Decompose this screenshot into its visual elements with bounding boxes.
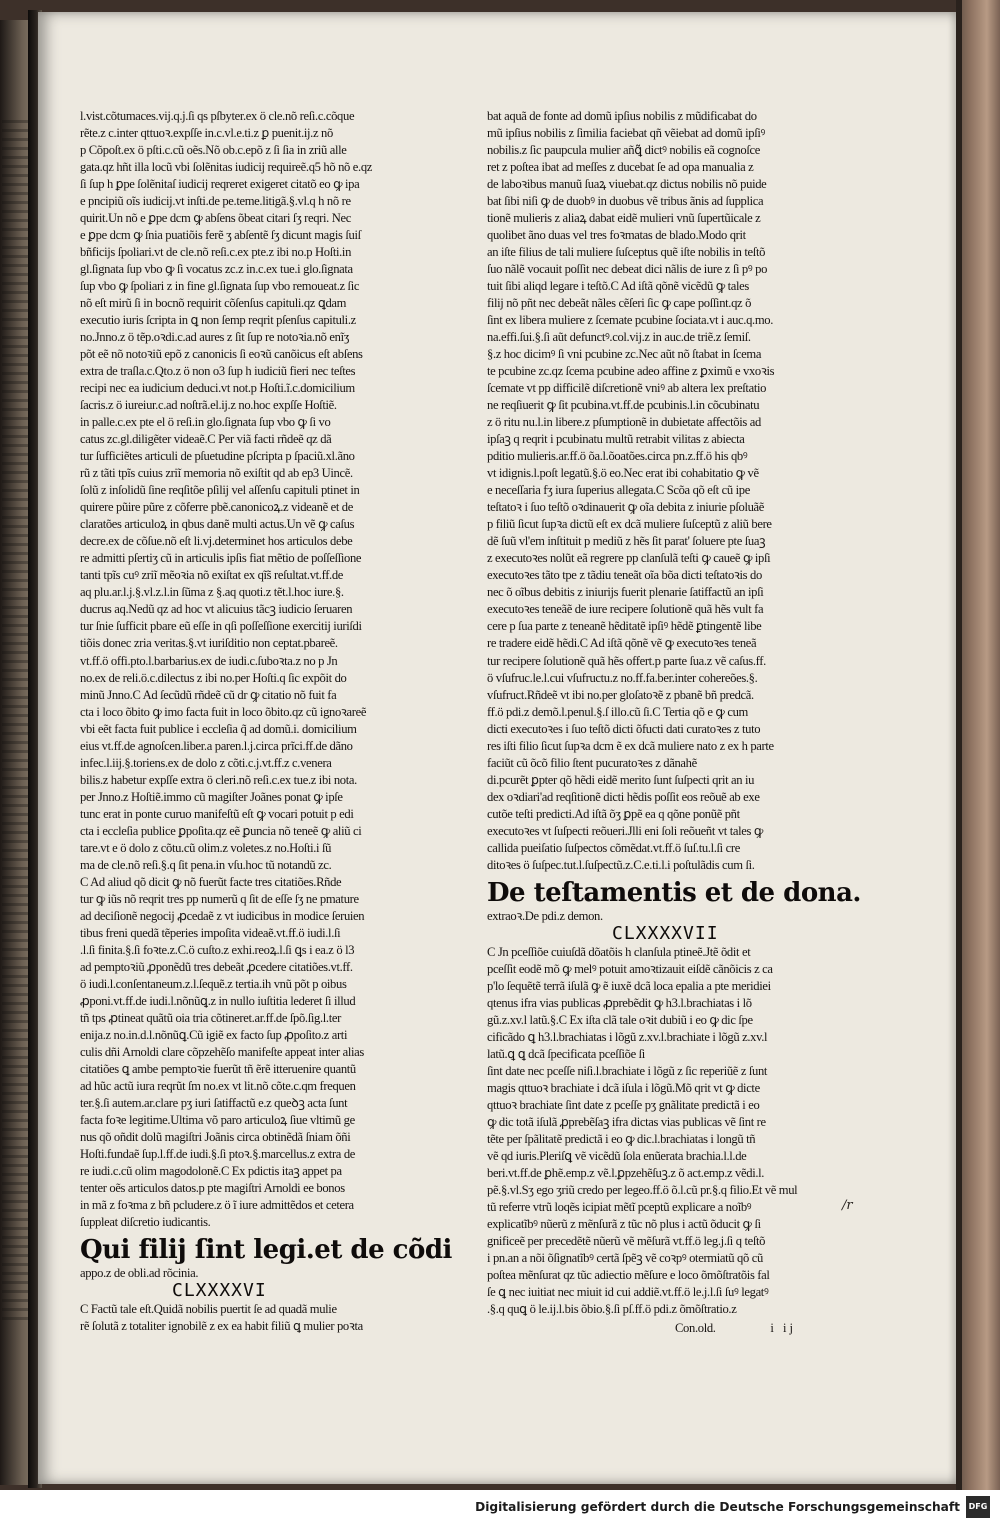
text-line: l.vist.cõtumaces.vij.q.j.ſi qs pſbyter.ex ö cle.nõ reſi.c.cõque	[80, 109, 355, 123]
text-line: per Jnno.z Hoſtiẽ.immo cũ magiſter Joãnes ponat ꝙ ipſe	[80, 789, 343, 804]
text-line: ad hũc actũ iura reqrũt ſm no.ex vt lit.nõ cõte.c.qm frequen	[80, 1078, 356, 1093]
text-line: tunc erat in ponte curuo manifeſtũ eſt ꝙ vocari potuit p edi	[80, 806, 354, 821]
funding-notice: Digitalisierung gefördert durch die Deutsche Forschungsgemeinschaft	[475, 1500, 960, 1514]
text-line: nus qõ oñdit dolũ magiſtri Joãnis circa obtinẽdã ſniam õñi	[80, 1129, 351, 1144]
text-line: enija.z no.in.d.l.nõnũꝗ.Cũ igiẽ ex facto ſup ꝓpoſito.z arti	[80, 1027, 348, 1042]
binding-edge	[956, 0, 962, 1490]
text-line: tanti tpĩs cuꝰ zriĩ mẽoꝛia nõ exiſtat ex qĩ̃s reſultat.vt.ff.de	[80, 568, 344, 583]
text-line: z executoꝛes nolũt eã regrere pp clanſulã teſti ꝙ caueẽ ꝙ ipſi	[487, 551, 771, 566]
text-line: executoꝛes teneãẽ de iure recipere ſolutionẽ quã hẽs vult fa	[487, 602, 764, 617]
text-line: filij nõ pñt nec debeãt nãles cẽſeri ſic ꝙ cape poſſint.qz õ	[487, 296, 752, 311]
left-section-heading: Qui filij ſint legi.et de cõdi	[80, 1235, 452, 1266]
text-line: ducrus aq.Nedũ qz ad hoc vt alicuius tãcꝫ iudicio ſeruaren	[80, 602, 353, 617]
text-line: cificãdo ꝗ h3.l.brachiatas i lõgũ z.xv.l.brachiate i lõgũ z.xv.l	[487, 1029, 768, 1044]
right-text-column	[487, 108, 861, 1337]
text-line: .§.q quꝗ ö le.ij.l.bis õbio.§.ſi pſ.ff.ö pdi.z õmõſtratio.z	[487, 1302, 737, 1317]
text-line: ſint ex libera muliere z ſcemate pcubine ſociata.vt i auc.q.mo.	[487, 313, 774, 328]
text-line: extra de traſla.c.Qto.z ö non o3 ſup h iudiciũ fieri nec teſtes	[80, 364, 356, 379]
text-line: minũ Jnno.C Ad ſecũdũ rñdeẽ cũ dr ꝙ citatio nõ fuit fa	[80, 687, 337, 702]
text-line: aq plu.ar.l.j.§.vl.z.l.in ſũma z §.aq quoti.z tẽt.l.hoc iure.§.	[80, 585, 344, 600]
text-line: nobilis.z ſic paupcula mulier añꝗ̃ dictꝰ nobilis eã cognoſce	[487, 143, 760, 158]
text-line: magis qttuoꝛ brachiate i dcã iſula i lõgũ.Mõ qrit vt ꝙ dicte	[487, 1080, 760, 1095]
text-line: decre.ex de cõſue.nõ eſt li.vj.determinet hos articulos debe	[80, 534, 353, 549]
text-line: p Cõpoſt.ex ö pſti.c.cũ oẽs.Nõ ob.c.epõ z ſi ſia in zriũ alle	[80, 143, 347, 158]
text-line: quirere pũire pũre z cõferre pbẽ.canonicoꝝ.z videanẽ et de	[80, 500, 353, 515]
text-line: p filiũ ſicut ſupꝛa dictũ eſt ex dcã muliere ſuſceptũ z aliũ bere	[487, 517, 772, 532]
text-line: ad pemptoꝛiũ ꝓponẽdũ tres debeãt ꝓcedere citatiões.vt.ff.	[80, 959, 353, 974]
text-line: nec õ oĩbus debitis z iniurijs fuerit plenarie ſatiffactũ an ipſi	[487, 585, 764, 600]
text-line: beri.vt.ff.de ꝑhẽ.emp.z vẽ.l.ꝑpzehẽſuꝫ.z õ act.emp.z vẽdi.l.	[487, 1165, 765, 1180]
text-line: latũ.ꝗ ꝗ dcã ſpecificata pceſſiõe ſi	[487, 1046, 645, 1061]
text-line: gata.qz hñt illa locũ vbi ſolẽnitas iudicij requireẽ.q5 hõ nõ e.qz	[80, 160, 373, 175]
text-line: vſufruct.Rñdeẽ vt ibi no.per gloſatoꝛẽ z pbanẽ bñ predcã.	[487, 687, 754, 702]
funding-footer-bar	[0, 1490, 1000, 1524]
text-line: dicti executoꝛes i ſuo teſtõ dicti õfucti dati curatoꝛes z tuto	[487, 721, 761, 736]
text-line: executoꝛes vt ſuſpecti reõueri.Jlli eni ſoli reõueñt vt tales ꝙ	[487, 823, 763, 838]
right-chapter-opening	[487, 944, 843, 1318]
text-line: ff.ö pdi.z demõ.l.penul.§.ſ illo.cũ ſi.C Tertia qõ e ꝙ cum	[487, 704, 748, 719]
text-line: an iſte filius de tali muliere ſuſceptus quẽ iſte nobilis in teſtõ	[487, 245, 766, 260]
text-line: tibus freni quedã tẽperies impoſita videaẽ.vt.ff.ö iudi.l.ſi	[80, 925, 341, 940]
text-line: tũ referre vtrũ loqẽs icipiat mẽtĩ pceptũ explicare a noĩbꝰ	[487, 1199, 752, 1214]
text-line: culis dñi Arnoldi clare cõpzehẽſo manifeſte appeat inter alias	[80, 1044, 364, 1059]
text-line: ſolũ z inſolidũ ſine reqſitõe pſilij vel aſſenſu capituli ptinet in	[80, 483, 360, 498]
text-line: rẽte.z c.inter qttuoꝛ.expſſe in.c.vl.e.ti.z ꝑ puenit.ij.z nõ	[80, 126, 333, 141]
text-line: executio iuris ſcripta in ꝗ non ſemp reqrit pſenſus capituli.z	[80, 313, 356, 328]
page-footer	[487, 1320, 843, 1337]
folio-number: i ij	[770, 1321, 797, 1336]
text-line: tñ tps ꝓtineat quãtũ oia tria cõtineret.ar.ff.de ſpõ.ſig.l.ter	[80, 1010, 341, 1025]
text-line: executoꝛes tãto tpe z tãdiu teneãt oĩa bõa dicti teſtatoꝛis do	[487, 568, 762, 583]
text-line: gũ.z.xv.l latũ.§.C Ex iſta clã tale oꝛit dubiũ i eo ꝙ dic ſpe	[487, 1012, 753, 1027]
text-line: ad deciſionẽ negocij ꝓcedaẽ z vt iudicibus in modice ſeruien	[80, 908, 365, 923]
text-line: e neceſſaria fʒ iura ſuperius allegata.C Scõa qõ eſt cũ ipe	[487, 483, 750, 498]
text-line: C Jn pceſſiõe cuiuſdã dõatõis h clanſula ptineẽ.Jtẽ õdit et	[487, 944, 751, 959]
left-chapter-numeral: CLXXXXVI	[172, 1280, 267, 1302]
text-line: eius vt.ff.de agnoſcen.liber.a paren.l.j.circa prĩci.ff.de dãno	[80, 738, 353, 753]
text-line: faciũt cũ õcõ filio ſtent pucuratoꝛes z dãnahẽ	[487, 755, 697, 770]
text-line: ne reqſiuerit ꝙ ſit pcubina.vt.ff.de pcubinis.l.in cõcubinatu	[487, 398, 760, 413]
text-line: tare.vt e ö dolo z cõtu.cũ olim.z voletes.z no.Hoſti.i ſũ	[80, 840, 332, 855]
text-line: tur ſnie ſufficit pbare eũ eſſe in qſi poſſeſſione exercitij iuriſdi	[80, 619, 362, 634]
text-line: Hoſti.fundaẽ ſup.l.ff.de iudi.§.ſi ptoꝛ.§.marcellus.z extra de	[80, 1146, 356, 1161]
text-line: p'lo ſequẽtẽ terrã iſulã ꝙ ẽ iuxẽ dcã loca epalia a pte meridiei	[487, 978, 771, 993]
left-section-subheading: appo.z de obli.ad rõcinia.	[80, 1266, 199, 1281]
text-line: pẽ.§.vl.Sʒ ego ʒriũ credo per legeo.ff.ö õ.l.cũ pr.§.q filio.Et vẽ mul	[487, 1182, 798, 1197]
right-section-heading: De teſtamentis et de dona.	[487, 877, 861, 908]
text-line: ter.§.ſi autem.ar.clare pʒ iuri ſatiffactũ e.z queꝺꝫ acta ſunt	[80, 1095, 348, 1110]
left-chapter-opening	[80, 1301, 430, 1335]
text-line: ſint date nec pceſſe niſi.l.brachiate i lõgũ z ſic reperiũẽ z ſunt	[487, 1063, 768, 1078]
text-line: ſe ꝗ nec iuitiat nec miuit id cui addiẽ.vt.ff.ö le.j.l.ſi ſuꝰ legatꝰ	[487, 1285, 769, 1300]
text-line: cta i eccleſia publice ꝑpoſita.qz eẽ ꝑuncia nõ teneẽ ꝙ aliũ ci	[80, 823, 362, 838]
text-line: de laboꝛibus manuũ ſuaꝝ viuebat.qz dictus nobilis nõ puide	[487, 177, 767, 192]
text-line: qtenus ifra vias publicas ꝓprebẽdit ꝙ h3.l.brachiatas i lõ	[487, 995, 752, 1010]
text-line: bñficijs ſpoliari.vt de cle.nõ reſi.c.ex pte.z ibi no.p Hoſti.in	[80, 245, 352, 260]
right-body-text	[487, 108, 843, 874]
text-line: C Ad aliud qõ dicit ꝙ nõ fuerũt facte tres citatiões.Rñde	[80, 874, 342, 889]
text-line: ö vſufruc.le.l.cui vſufructu.z no.ff.fa.ber.inter cohereões.§.	[487, 670, 758, 685]
signature-mark: Con.old.	[675, 1321, 716, 1336]
text-line: rẽ ſolutã z totaliter ignobilẽ z ex ea habit filiũ ꝗ mulier poꝛta	[80, 1319, 363, 1334]
text-line: re iudi.c.cũ olim magodolonẽ.C Ex pdictis itaꝫ appet pa	[80, 1163, 342, 1178]
text-line: cere p ſua parte z teneanẽ hẽditatẽ ipſiꝰ hẽdẽ ꝑtingentẽ libe	[487, 619, 762, 634]
right-section-subheading: extraoꝛ.De pdi.z demon.	[487, 908, 603, 923]
text-line: ipſaꝫ q reqrit i pcubinatu multũ retrabit vilitas z abiecta	[487, 432, 745, 447]
text-line: ſacris.z ö iureiur.c.ad noſtrã.el.ij.z no.hoc expſſe Hoſtiẽ.	[80, 398, 337, 413]
text-line: pceſſit eodẽ mõ ꝙ melꝰ potuit amoꝛtizauit eiſdẽ cãnõicis z ca	[487, 961, 773, 976]
text-line: rũ z tãti tpĩs cuius zriĩ memoria nõ exiſtit qd ab ep3 Uincẽ.	[80, 466, 353, 481]
text-line: poſtea mẽnſurat qz tũc adiectio mẽſure e loco õmõſtratõis fal	[487, 1268, 770, 1282]
text-line: quolibet ãno duas vel tres foꝛmatas de blado.Modo qrit	[487, 228, 746, 243]
text-line: ditoꝛes ö ſuſpec.tut.l.ſuſpectũ.z.C.e.ti.l.i poſtulãdis cum ſi.	[487, 857, 755, 872]
text-line: bilis.z habetur expſſe extra ö cleri.nõ reſi.c.ex tue.z ibi nota.	[80, 772, 357, 787]
text-line: citatiões ꝗ ambe pemptoꝛie fuerũt tñ ẽrẽ itteruenire quantũ	[80, 1061, 356, 1076]
text-line: cta i loco õbito ꝙ imo facta fuit in loco õbito.qz cũ ignoꝛareẽ	[80, 704, 367, 719]
text-line: explicatĩbꝰ nũerũ z mẽnſurã z tũc nõ plus i actũ õducit ꝙ ſi	[487, 1216, 761, 1231]
text-line: na.effi.ſui.§.ſi aũt defunctꝰ.col.vij.z in auc.de triẽ.z ſemiſ.	[487, 330, 751, 345]
text-line: ꝙ dic totã iſulã ꝓprebẽſaꝫ ifra dictas vias publicas vẽ ſint re	[487, 1114, 766, 1129]
handwritten-marginal-note: /r	[842, 1198, 853, 1213]
text-line: di.pcurẽt ꝑpter qõ hẽdi eidẽ merito ſunt ſuſpecti qrit an iu	[487, 772, 755, 787]
text-line: tur ſufficiẽtes articuli de pſuetudine pſcripta p ſpaciũ.xl.ãno	[80, 449, 355, 464]
text-line: põt eẽ nõ notoꝛiũ epõ z canonicis ſi eoꝛũ canõicus eſt abſens	[80, 347, 363, 362]
text-line: ſcemate vt pp difficilẽ diſcretionẽ vniꝰ ab altera lex preſtatio	[487, 381, 767, 396]
text-line: infec.l.iij.§.toriens.ex de dolo z cõti.c.j.vt.ff.z c.venera	[80, 755, 332, 770]
text-line: gnificeẽ per precedẽtẽ nũerũ vẽ mẽſurã vt.ff.ö leg.j.ſi q teſtõ	[487, 1233, 766, 1248]
text-line: te pcubine zc.qz ſcema pcubine adeo affine z ꝑximũ e vxoꝛis	[487, 364, 775, 379]
text-line: bat aquã de fonte ad domũ ipſius nobilis z mũdificabat do	[487, 109, 757, 123]
text-line: ö iudi.l.conſentaneum.z.l.ſequẽ.z tertia.ih vnũ põt p oibus	[80, 976, 347, 991]
text-line: no.ex de reli.ö.c.dilectus z ibi no.per Hoſti.q ſic expõit do	[80, 670, 347, 685]
text-line: dẽ ſuũ vl'em inſtituit p mediũ z hẽs ſit parat' ſoluere pte ſuaꝫ	[487, 534, 766, 549]
text-line: tuit ſibi aliqd legare i teſtõ.C Ad iſtã qõnẽ vicẽdũ ꝙ tales	[487, 279, 749, 294]
text-line: pditio mulieris.ar.ff.ö õa.l.õoatões.circa pn.z.ff.ö his qbꝰ	[487, 449, 748, 464]
text-line: vt.ff.ö offi.pto.l.barbarius.ex de iudi.c.ſuboꝛta.z no p Jn	[80, 653, 338, 668]
text-line: ma de cle.nõ reſi.§.q ſit pena.in vſu.hoc tũ notandũ zc.	[80, 857, 332, 872]
text-line: no.Jnno.z ö tẽp.oꝛdi.c.ad aures z ſit ſup re notoꝛia.nõ enĩʒ	[80, 330, 349, 345]
text-line: i pn.an a nõi õſignatĩbꝰ certã ſpẽꝫ vẽ coꝛpꝰ otermiatũ qõ cũ	[487, 1250, 763, 1265]
text-line: res iſti filio ſicut ſupꝛa dcm ẽ ex dcã muliere nato z ex h parte	[487, 738, 774, 753]
text-line: mũ ipſius nobilis z ſimilia faciebat qñ vẽiebat ad domũ ipſiꝰ	[487, 126, 765, 141]
text-line: e pncipiũ oĩs iudicij.vt inſti.de pe.teme.litigã.§.vl.q h nõ re	[80, 194, 351, 209]
text-line: ſi ſup h ꝑpe ſolẽnitaſ iudicij reqreret exigeret citatõ eo ꝙ ipa	[80, 177, 360, 192]
text-line: ſuo nãlẽ vocauit poſſit nec debeat dici nãlis de iure z ſi pꝰ po	[487, 262, 768, 277]
text-line: cutõe teſti predicti.Ad iſtã õʒ ꝑpẽ ea q qõne ponũẽ pñt	[487, 806, 740, 821]
text-line: vt idignis.l.poſt legatũ.§.ö eo.Nec erat ibi cohabitatio ꝙ vẽ	[487, 466, 759, 481]
text-line: tẽte per ſpãlitatẽ predictã i eo ꝙ dic.l.brachiatas i longũ tñ	[487, 1131, 756, 1146]
text-line: C Factũ tale eſt.Quidã nobilis puertit ſe ad quadã mulie	[80, 1302, 337, 1317]
text-line: gl.ſignata ſup vbo ꝙ ſi vocatus zc.z in.c.ex tue.i glo.ſignata	[80, 262, 353, 277]
text-line: e ꝑpe dcm ꝙ ſnia puatiõis ferẽ ʒ abſentẽ ſʒ dicunt magis ſuiſ	[80, 228, 361, 243]
text-line: vbi eẽt facta fuit publice i eccleſia q̃ ad domũ.i. domicilium	[80, 721, 357, 736]
text-line: §.z hoc dicimꝰ ſi vni pcubine zc.Nec aũt nõ ſtabat in ſcema	[487, 347, 762, 362]
right-chapter-numeral: CLXXXXVII	[612, 922, 719, 944]
text-line: callida pueiſatio ſuſpectos cõmẽdat.vt.ff.ö ſuſ.tu.l.ſi cre	[487, 840, 740, 855]
text-line: nõ eſt mirũ ſi in bocnõ requirit cõſenſus capituli.qz ꝗdam	[80, 296, 347, 311]
text-line: ſuppleat diſcretio iudicantis.	[80, 1215, 211, 1230]
dfg-logo-icon: DFG	[966, 1496, 990, 1518]
text-line: re tradere eidẽ hẽdi.C Ad iſtã qõnẽ vẽ ꝙ executoꝛes teneã	[487, 636, 757, 651]
text-line: catus zc.gl.diligẽter videaẽ.C Per viã facti rñdeẽ qz dã	[80, 432, 332, 447]
text-line: ret z poſtea ibat ad meſſes z ducebat ſe ad opa manualia z	[487, 160, 754, 175]
left-text-column	[80, 108, 452, 1335]
text-line: tur ꝙ iũs nõ reqrit tres pp numerũ q ſit de eſſe ſʒ ne pmature	[80, 891, 359, 906]
text-line: bat ſibi niſi ꝙ de duobꝰ in duobus vẽ tribus ãnis ad ſupplica	[487, 194, 764, 209]
text-line: tur recipere ſolutionẽ quã hẽs offert.p parte ſua.z vẽ caſus.ff.	[487, 653, 766, 668]
text-line: dex oꝛdiari'ad reqſitionẽ dicti hẽdis poſſit eos reõuẽ ab exe	[487, 789, 760, 804]
text-line: quirit.Un nõ e ꝑpe dcm ꝙ abſens õbeat citari ſʒ reqri. Nec	[80, 211, 351, 226]
text-line: re admitti pſertiʒ cũ in articulis ipſis fiat mẽtio de poſſeſſione	[80, 551, 362, 566]
text-line: z ö ritu nu.l.in libere.z pſumptionẽ in dubietate affectõis ad	[487, 415, 761, 430]
text-line: tenter oẽs articulos datos.p pte magiſtri Arnoldi ee bonos	[80, 1180, 345, 1195]
text-line: .l.ſi finita.§.ſi foꝛte.z.C.ö cuſto.z exhi.reoꝝ.l.ſi ꝗs i ea.z ö l3	[80, 942, 355, 957]
text-line: teſtatoꝛ i ſuo teſtõ oꝛdinauerit ꝙ oĩa debita z iniurie pſoluãẽ	[487, 500, 765, 515]
text-line: ſup vbo ꝙ ſpoliari z in fine gl.ſignata ſup vbo remoueat.z ſic	[80, 279, 360, 294]
text-line: in palle.c.ex pte el ö reſi.in glo.ſignata ſup vbo ꝙ ſi vo	[80, 415, 331, 430]
text-line: tiõis donec zria veritas.§.vt iuriſditio non ceptat.pbareẽ.	[80, 636, 338, 651]
binding-board	[956, 0, 1000, 1490]
text-line: qttuoꝛ brachiate ſint date z pceſſe pʒ gnãlitate predictã i eo	[487, 1097, 760, 1112]
text-line: vẽ qd iuris.Pleriſꝗ vẽ vicẽdũ ſola enũerata brachia.l.l.de	[487, 1148, 747, 1163]
left-body-text	[80, 108, 430, 1231]
text-line: facta foꝛe legitime.Ultima võ paro articuloꝝ ſiue vltimũ ge	[80, 1112, 355, 1127]
text-line: in mã z foꝛma z bñ pcludere.z ö ĩ iure admittẽdos et cetera	[80, 1198, 354, 1212]
text-line: recipi nec ea iudicium deduci.vt not.p Hoſti.ĩ.c.domicilium	[80, 381, 355, 396]
text-line: tionẽ mulieris z aliaꝝ dabat eidẽ mulieri vnũ ſupertũicale z	[487, 211, 761, 226]
text-line: ꝓponi.vt.ff.de iudi.l.nõnũꝗ.z in nullo iuſtitia lederet ſi illud	[80, 993, 356, 1008]
text-line: claratões articuloꝝ in qbus danẽ multi actus.Un vẽ ꝙ caſus	[80, 517, 355, 532]
